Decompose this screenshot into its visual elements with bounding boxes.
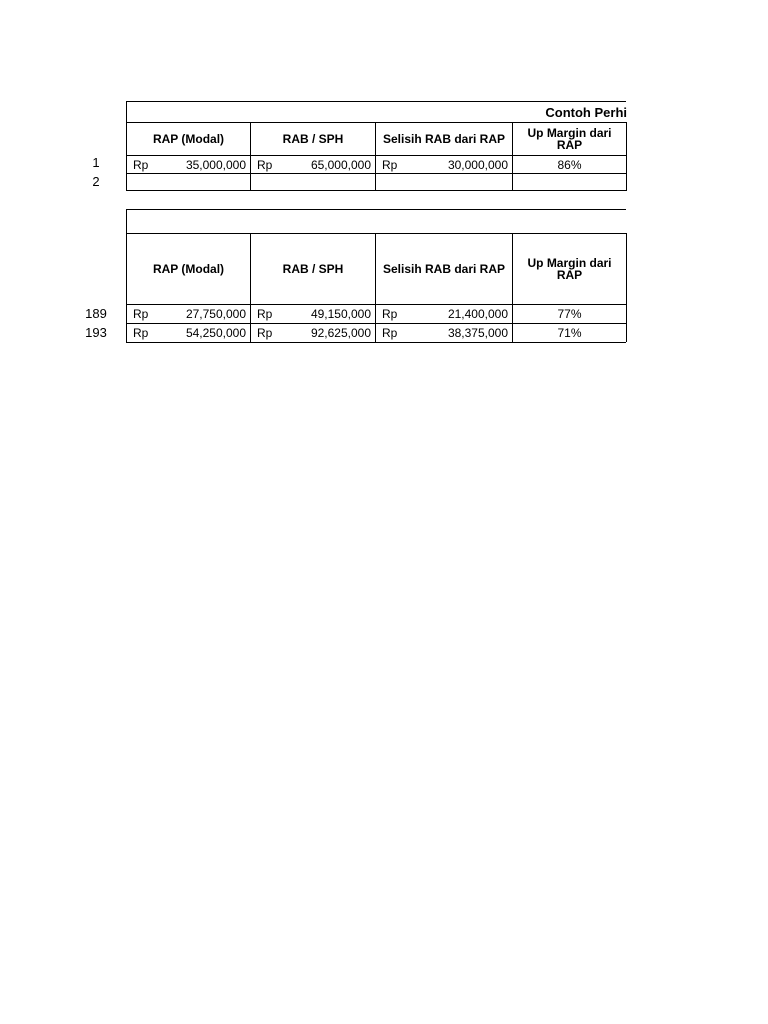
table-row-193-rap: [127, 323, 251, 342]
currency-label: Rp: [382, 158, 398, 172]
selisih-value: 30,000,000: [447, 158, 508, 172]
rap-value: 35,000,000: [185, 158, 246, 172]
table-row-2-margin: [513, 173, 627, 191]
header-rab-sph: RAB / SPH: [251, 122, 376, 155]
header-up-margin: Up Margin dari RAP: [513, 233, 627, 304]
table-row-193-selisih: [376, 323, 513, 342]
table-2-title-row: [127, 210, 627, 233]
table-row-2-selisih: [376, 173, 513, 191]
header-selisih: Selisih RAB dari RAP: [376, 233, 513, 304]
currency-label: Rp: [257, 158, 273, 172]
rab-value: 65,000,000: [310, 158, 371, 172]
table-1-title-row: [127, 102, 627, 122]
rab-value: 49,150,000: [310, 307, 371, 321]
row-number: 193: [85, 325, 107, 340]
row-number: 2: [92, 174, 100, 189]
currency-label: Rp: [257, 307, 273, 321]
table-1-title: Contoh Perhi: [545, 105, 627, 120]
rap-value: 27,750,000: [185, 307, 246, 321]
table-row-189-selisih: [376, 304, 513, 323]
table-row-189-rap: [127, 304, 251, 323]
header-rap-modal: RAP (Modal): [127, 233, 251, 304]
row-number: 189: [85, 306, 107, 321]
currency-label: Rp: [382, 307, 398, 321]
row-number: 1: [92, 155, 100, 170]
currency-label: Rp: [382, 326, 398, 340]
rap-value: 54,250,000: [185, 326, 246, 340]
table-row-1-margin: 86%: [513, 155, 627, 173]
selisih-value: 38,375,000: [447, 326, 508, 340]
header-up-margin: Up Margin dari RAP: [513, 122, 627, 155]
table-row-1-rap: [127, 155, 251, 173]
table-row-193-margin: 71%: [513, 323, 627, 342]
table-row-193-rab: [251, 323, 376, 342]
table-row-1-selisih: [376, 155, 513, 173]
table-row-189-margin: 77%: [513, 304, 627, 323]
table-1: [126, 101, 626, 191]
header-rab-sph: RAB / SPH: [251, 233, 376, 304]
table-row-189-rab: [251, 304, 376, 323]
header-selisih: Selisih RAB dari RAP: [376, 122, 513, 155]
rab-value: 92,625,000: [310, 326, 371, 340]
table-row-2-rab: [251, 173, 376, 191]
table-row-2-rap: [127, 173, 251, 191]
currency-label: Rp: [133, 158, 149, 172]
currency-label: Rp: [133, 307, 149, 321]
table-row-1-rab: [251, 155, 376, 173]
table-2: [126, 209, 626, 343]
currency-label: Rp: [257, 326, 273, 340]
header-rap-modal: RAP (Modal): [127, 122, 251, 155]
currency-label: Rp: [133, 326, 149, 340]
selisih-value: 21,400,000: [447, 307, 508, 321]
